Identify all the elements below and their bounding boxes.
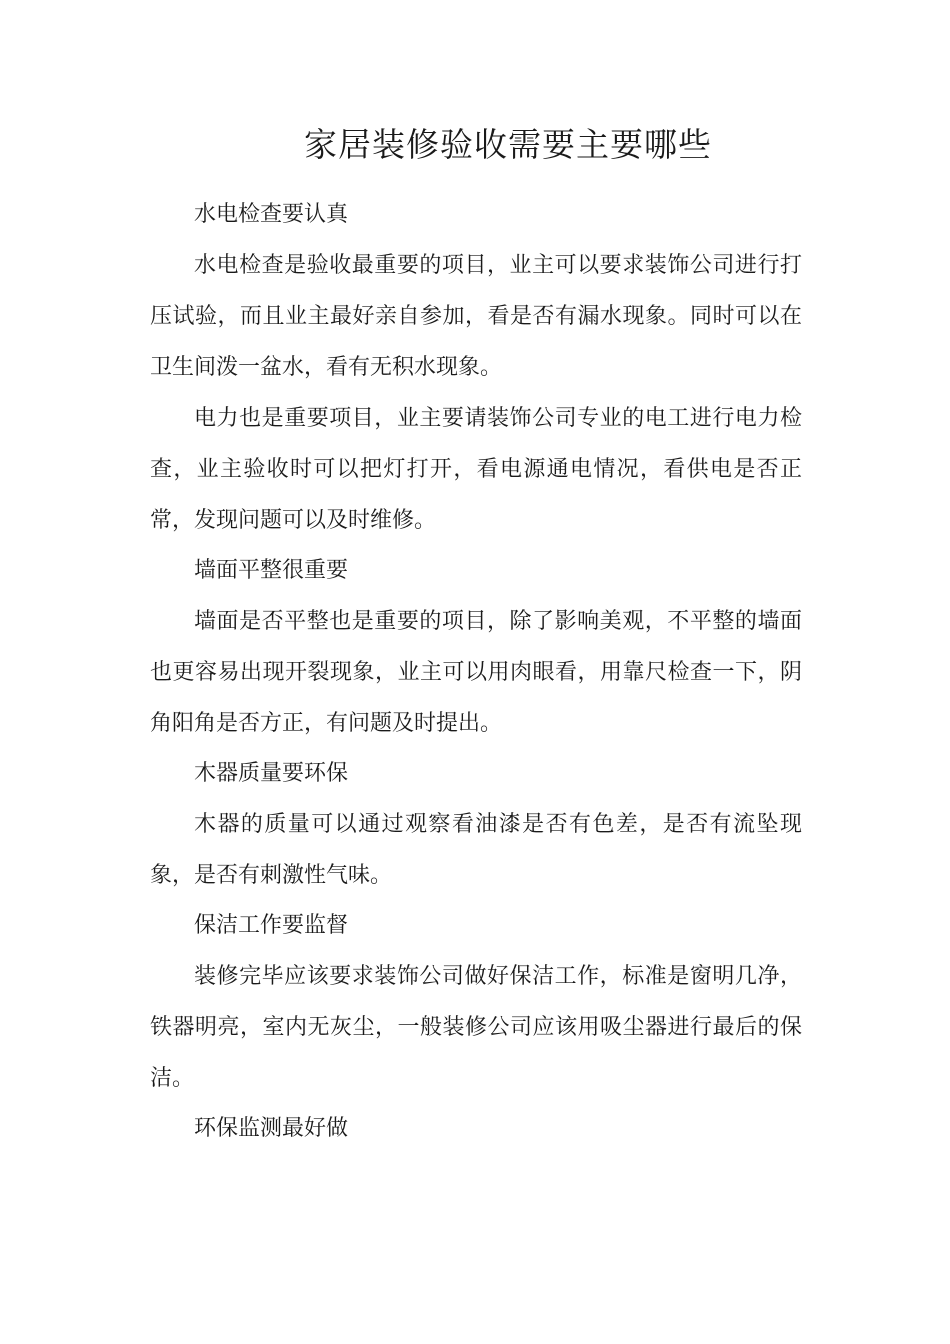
paragraph-cleaning-check: 装修完毕应该要求装饰公司做好保洁工作，标准是窗明几净，铁器明亮，室内无灰尘，一般装修公司应该用吸尘器进行最后的保洁。 [150,964,802,1091]
section-heading-wall: 墙面平整很重要 [194,558,349,583]
section-heading-cleaning: 保洁工作要监督 [194,913,349,938]
document-body [150,190,802,1154]
paragraph-electric-check: 电力也是重要项目，业主要请装饰公司专业的电工进行电力检查，业主验收时可以把灯打开，看电源通电情况，看供电是否正常，发现问题可以及时维修。 [150,406,802,533]
paragraph-woodwork-check: 木器的质量可以通过观察看油漆是否有色差，是否有流坠现象，是否有刺激性气味。 [150,812,802,888]
document-title: 家居装修验收需要主要哪些 [304,125,712,164]
section-heading-water-electric: 水电检查要认真 [194,202,349,227]
section-heading-woodwork: 木器质量要环保 [194,761,349,786]
paragraph-wall-check: 墙面是否平整也是重要的项目，除了影响美观，不平整的墙面也更容易出现开裂现象，业主可以用肉眼看，用靠尺检查一下，阴角阳角是否方正，有问题及时提出。 [150,609,802,736]
section-heading-environment: 环保监测最好做 [194,1116,349,1141]
paragraph-water-check: 水电检查是验收最重要的项目，业主可以要求装饰公司进行打压试验，而且业主最好亲自参加，看是否有漏水现象。同时可以在卫生间泼一盆水，看有无积水现象。 [150,253,802,380]
